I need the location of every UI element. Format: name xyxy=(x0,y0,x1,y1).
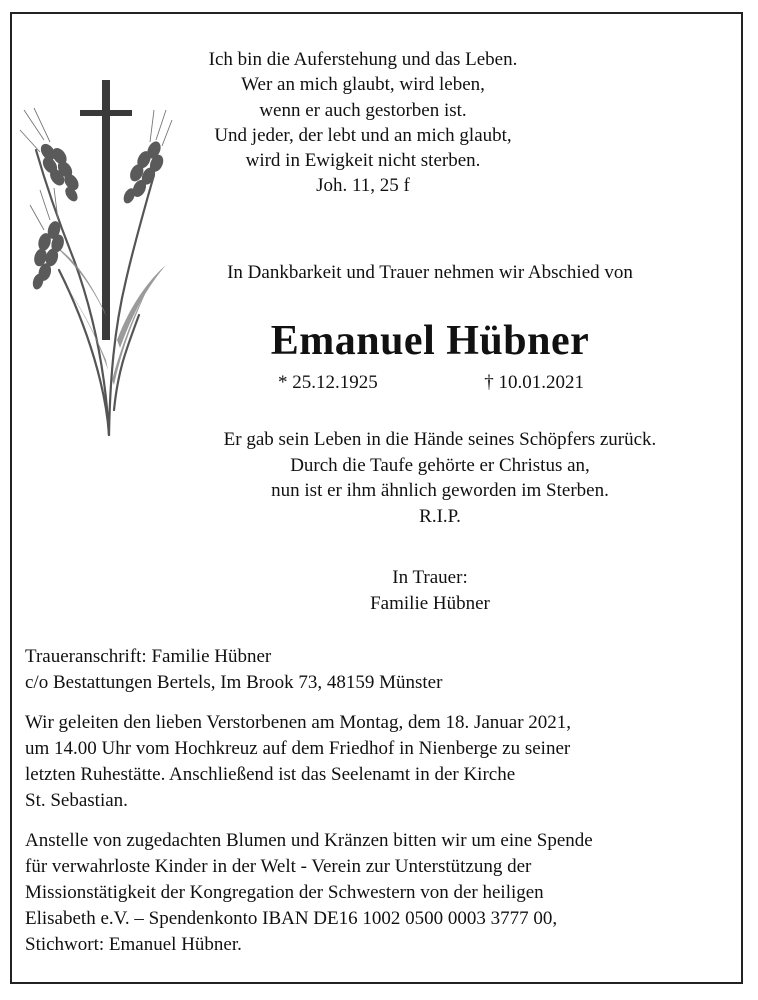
donation-request xyxy=(25,828,740,958)
farewell-intro: In Dankbarkeit und Trauer nehmen wir Abschied von xyxy=(227,262,633,283)
life-dates xyxy=(250,372,610,394)
creed-text xyxy=(120,427,758,529)
mourning-address xyxy=(25,644,740,696)
verse-line: wird in Ewigkeit nicht sterben. xyxy=(245,150,481,172)
funeral-line: Wir geleiten den lieben Verstorbenen am Montag, dem 18. Januar 2021, xyxy=(25,712,572,733)
creed-line: nun ist er ihm ähnlich geworden im Sterben. xyxy=(271,480,609,501)
birth-date: * 25.12.1925 xyxy=(278,372,378,393)
donation-line: Missionstätigkeit der Kongregation der Schwestern von der heiligen xyxy=(25,882,544,903)
verse-line: Und jeder, der lebt und an mich glaubt, xyxy=(214,124,512,146)
death-date: † 10.01.2021 xyxy=(484,372,584,393)
donation-line: Elisabeth e.V. – Spendenkonto IBAN DE16 1002 0500 0003 3777 00, xyxy=(25,908,558,929)
bible-verse xyxy=(148,47,578,199)
mourners-family: Familie Hübner xyxy=(370,593,490,614)
creed-line: Durch die Taufe gehörte er Christus an, xyxy=(290,454,590,476)
verse-reference: Joh. 11, 25 f xyxy=(316,175,410,197)
address-line: Traueranschrift: Familie Hübner xyxy=(25,646,272,667)
mourners-block xyxy=(200,565,660,617)
creed-line: Er gab sein Leben in die Hände seines Schöpfers zurück. xyxy=(223,429,657,450)
mourners-heading: In Trauer: xyxy=(392,567,468,588)
funeral-info xyxy=(25,710,740,814)
creed-line: R.I.P. xyxy=(419,505,461,527)
funeral-line: letzten Ruhestätte. Anschließend ist das Seelenamt in der Kirche xyxy=(25,764,516,785)
verse-line: Wer an mich glaubt, wird leben, xyxy=(241,74,485,96)
funeral-line: St. Sebastian. xyxy=(25,790,128,811)
donation-line: Stichwort: Emanuel Hübner. xyxy=(25,934,242,955)
verse-line: Ich bin die Auferstehung und das Leben. xyxy=(208,49,518,70)
donation-line: für verwahrloste Kinder in der Welt - Verein zur Unterstützung der xyxy=(25,856,532,877)
funeral-line: um 14.00 Uhr vom Hochkreuz auf dem Friedhof in Nienberge zu seiner xyxy=(25,738,571,759)
verse-line: wenn er auch gestorben ist. xyxy=(259,99,467,121)
deceased-name: Emanuel Hübner xyxy=(270,318,590,364)
address-line: c/o Bestattungen Bertels, Im Brook 73, 48159 Münster xyxy=(25,672,443,693)
donation-line: Anstelle von zugedachten Blumen und Kränzen bitten wir um eine Spende xyxy=(25,830,593,851)
